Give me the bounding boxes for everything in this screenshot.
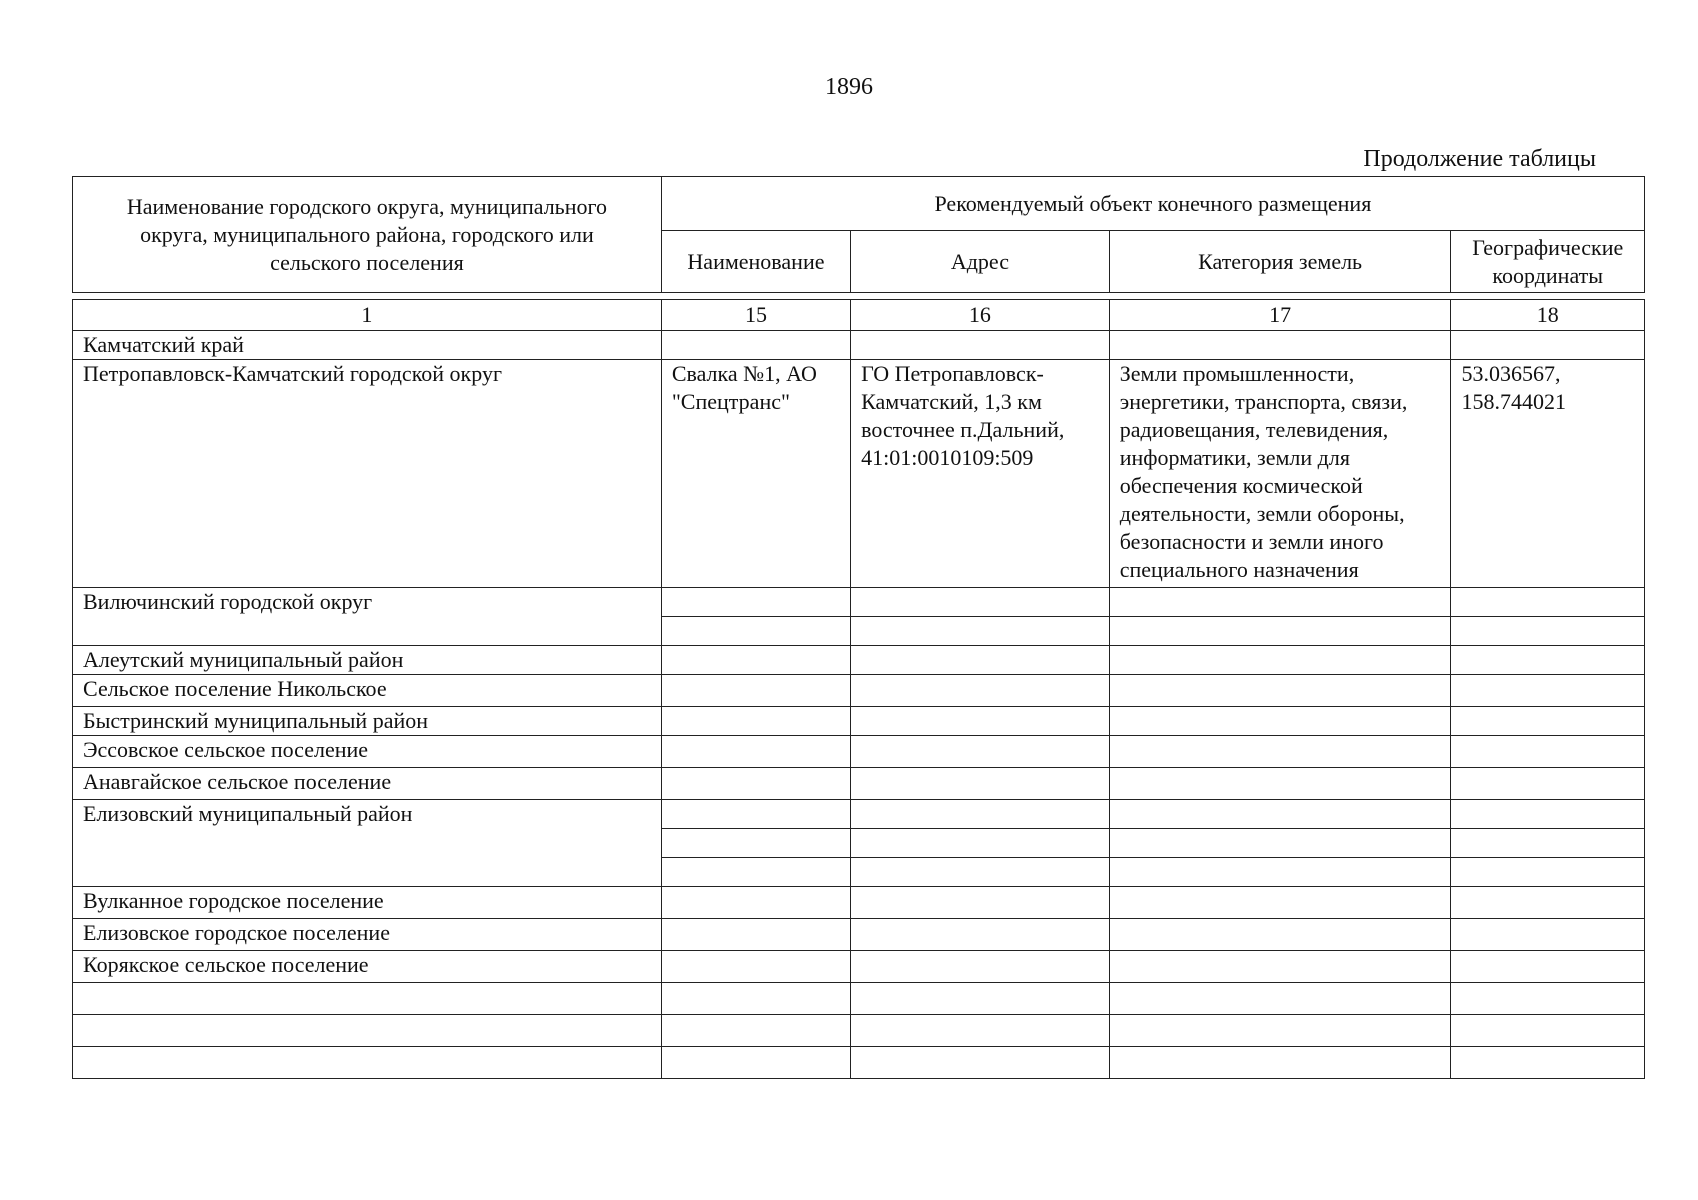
municipality-name: Сельское поселение Никольское — [73, 675, 662, 707]
empty-cell — [851, 331, 1110, 360]
empty-cell — [1109, 858, 1451, 887]
empty-cell — [1451, 800, 1645, 829]
empty-cell — [1109, 1047, 1451, 1079]
header-land-category: Категория земель — [1109, 231, 1451, 293]
empty-cell — [1451, 736, 1645, 768]
column-number: 1 — [73, 300, 662, 331]
column-number: 17 — [1109, 300, 1451, 331]
empty-cell — [851, 707, 1110, 736]
empty-cell — [661, 951, 850, 983]
object-name-cell: Свалка №1, АО "Спецтранс" — [661, 360, 850, 588]
empty-cell — [851, 951, 1110, 983]
empty-cell — [1109, 707, 1451, 736]
table-row — [73, 360, 1645, 588]
municipality-name: Вилючинский городской округ — [73, 588, 662, 646]
empty-cell — [1109, 588, 1451, 617]
municipality-name: Елизовское городское поселение — [73, 919, 662, 951]
empty-cell — [851, 588, 1110, 617]
municipality-name: Камчатский край — [73, 331, 662, 360]
empty-cell — [1451, 588, 1645, 617]
empty-row — [73, 1047, 1645, 1079]
empty-row — [73, 1015, 1645, 1047]
header-separator — [73, 293, 1645, 300]
empty-cell — [1109, 919, 1451, 951]
empty-cell — [851, 617, 1110, 646]
empty-cell — [661, 800, 850, 829]
empty-cell — [851, 646, 1110, 675]
empty-cell — [661, 588, 850, 617]
municipality-name: Анавгайское сельское поселение — [73, 768, 662, 800]
empty-cell — [851, 919, 1110, 951]
address-cell: ГО Петропавловск-Камчатский, 1,3 км восточнее п.Дальний, 41:01:0010109:509 — [851, 360, 1110, 588]
header-coordinates: Географические координаты — [1451, 231, 1645, 293]
empty-cell — [73, 1047, 662, 1079]
data-table — [72, 176, 1645, 1079]
empty-cell — [1109, 768, 1451, 800]
table-row — [73, 768, 1645, 800]
empty-cell — [851, 675, 1110, 707]
table-row — [73, 919, 1645, 951]
empty-cell — [1451, 768, 1645, 800]
municipality-name: Елизовский муниципальный район — [73, 800, 662, 887]
table-row — [73, 646, 1645, 675]
municipality-name: Вулканное городское поселение — [73, 887, 662, 919]
empty-cell — [1109, 829, 1451, 858]
municipality-name: Алеутский муниципальный район — [73, 646, 662, 675]
empty-cell — [851, 768, 1110, 800]
empty-cell — [1451, 331, 1645, 360]
municipality-name: Эссовское сельское поселение — [73, 736, 662, 768]
empty-cell — [1451, 829, 1645, 858]
column-number: 16 — [851, 300, 1110, 331]
empty-cell — [661, 707, 850, 736]
empty-cell — [1109, 1015, 1451, 1047]
empty-cell — [851, 983, 1110, 1015]
page-number: 1896 — [825, 74, 873, 100]
empty-cell — [661, 768, 850, 800]
empty-cell — [1109, 331, 1451, 360]
table-row — [73, 800, 1645, 829]
header-municipality: Наименование городского округа, муниципального округа, муниципального района, городского или сельского поселения — [73, 177, 662, 293]
empty-cell — [851, 887, 1110, 919]
empty-cell — [73, 983, 662, 1015]
empty-cell — [661, 887, 850, 919]
empty-cell — [661, 983, 850, 1015]
empty-cell — [661, 331, 850, 360]
empty-cell — [1451, 1047, 1645, 1079]
table-row — [73, 707, 1645, 736]
table-row — [73, 331, 1645, 360]
land-category-cell: Земли промышленности, энергетики, транспорта, связи, радиовещания, телевидения, информатики, земли для обеспечения космической деятельности, земли обороны, безопасности и земли иного специального назначения — [1109, 360, 1451, 588]
empty-cell — [851, 829, 1110, 858]
empty-cell — [661, 858, 850, 887]
coordinates-cell: 53.036567, 158.744021 — [1451, 360, 1645, 588]
empty-cell — [661, 617, 850, 646]
empty-cell — [661, 829, 850, 858]
empty-cell — [1109, 675, 1451, 707]
table-row — [73, 887, 1645, 919]
empty-cell — [851, 1015, 1110, 1047]
empty-cell — [661, 736, 850, 768]
empty-cell — [1109, 951, 1451, 983]
empty-cell — [1451, 858, 1645, 887]
empty-cell — [1451, 951, 1645, 983]
table-row — [73, 951, 1645, 983]
empty-cell — [661, 675, 850, 707]
column-numbers-row — [73, 300, 1645, 331]
empty-cell — [1109, 646, 1451, 675]
empty-cell — [1451, 887, 1645, 919]
continuation-label: Продолжение таблицы — [1363, 146, 1596, 172]
empty-cell — [661, 1047, 850, 1079]
municipality-name: Корякское сельское поселение — [73, 951, 662, 983]
column-number: 18 — [1451, 300, 1645, 331]
empty-cell — [851, 858, 1110, 887]
empty-row — [73, 983, 1645, 1015]
empty-cell — [1451, 617, 1645, 646]
empty-cell — [661, 919, 850, 951]
empty-cell — [851, 800, 1110, 829]
empty-cell — [1109, 983, 1451, 1015]
empty-cell — [1109, 887, 1451, 919]
empty-cell — [661, 646, 850, 675]
empty-cell — [661, 1015, 850, 1047]
header-address: Адрес — [851, 231, 1110, 293]
empty-cell — [1451, 983, 1645, 1015]
municipality-name: Быстринский муниципальный район — [73, 707, 662, 736]
empty-cell — [1109, 736, 1451, 768]
empty-cell — [1451, 1015, 1645, 1047]
empty-cell — [1451, 919, 1645, 951]
empty-cell — [851, 736, 1110, 768]
empty-cell — [1109, 800, 1451, 829]
empty-cell — [1451, 646, 1645, 675]
table-row — [73, 736, 1645, 768]
table-row — [73, 675, 1645, 707]
empty-cell — [1451, 675, 1645, 707]
header-object-name: Наименование — [661, 231, 850, 293]
empty-cell — [851, 1047, 1110, 1079]
empty-cell — [1109, 617, 1451, 646]
header-recommended-object: Рекомендуемый объект конечного размещения — [661, 177, 1644, 231]
empty-cell — [73, 1015, 662, 1047]
empty-cell — [1451, 707, 1645, 736]
table-row — [73, 588, 1645, 617]
column-number: 15 — [661, 300, 850, 331]
municipality-name: Петропавловск-Камчатский городской округ — [73, 360, 662, 588]
